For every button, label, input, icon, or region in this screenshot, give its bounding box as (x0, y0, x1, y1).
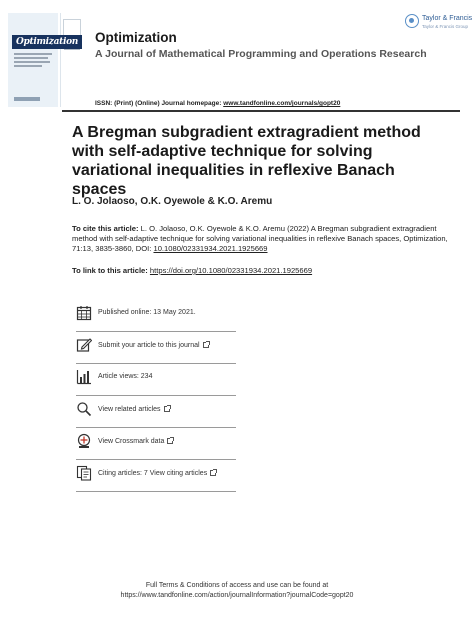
issn-label: ISSN: (Print) (Online) Journal homepage: (95, 100, 224, 107)
journal-homepage-link[interactable]: www.tandfonline.com/journals/gopt20 (223, 100, 341, 107)
cover-logo: Optimization (12, 35, 82, 49)
bar-chart-icon (76, 369, 92, 385)
external-link-icon (210, 470, 216, 476)
publisher-name: Taylor & Francis (422, 15, 473, 22)
crossmark-icon (76, 433, 92, 449)
submit-article-label: Submit your article to this journal (98, 342, 200, 349)
header-divider (62, 110, 460, 112)
crossmark-link[interactable] (98, 437, 173, 445)
link-label: To link to this article: (72, 266, 150, 275)
cover-text-line (14, 65, 42, 67)
external-link-icon (203, 342, 209, 348)
publisher-logo[interactable] (405, 14, 473, 34)
publisher-tagline: Taylor & Francis Group (422, 24, 469, 29)
list-item-views (76, 364, 236, 396)
external-link-icon (164, 406, 170, 412)
article-views: Article views: 234 (98, 373, 153, 380)
search-icon (76, 401, 92, 417)
cite-doi-link[interactable]: 10.1080/02331934.2021.1925669 (153, 244, 268, 254)
journal-title: Optimization (95, 30, 177, 45)
submit-article-link[interactable] (98, 341, 209, 349)
list-item-citing[interactable] (76, 460, 236, 492)
cover-bottom-mark (14, 97, 40, 101)
external-link-icon (167, 438, 173, 444)
cover-side-line (64, 49, 80, 50)
cite-text: L. O. Jolaoso, O.K. Oyewole & K.O. Aremu (2022) A Bregman subgradient extragradient method with self-adaptive technique for solving variational inequalities in reflexive Banach spaces, Optimization, 71:13, 3835-3860, DOI: (72, 224, 448, 254)
related-articles-link[interactable] (98, 405, 170, 413)
journal-cover-thumbnail (8, 13, 86, 107)
footer-terms-text: Full Terms & Conditions of access and use can be found at (145, 582, 329, 589)
list-item-crossmark[interactable] (76, 428, 236, 460)
cover-text-line (14, 57, 48, 59)
article-authors: L. O. Jolaoso, O.K. Oyewole & K.O. Aremu (72, 196, 273, 207)
citing-articles-icon (76, 465, 92, 481)
issn-line (95, 100, 340, 107)
link-block (72, 266, 312, 275)
published-date: Published online: 13 May 2021. (98, 309, 196, 316)
journal-subtitle: A Journal of Mathematical Programming and Operations Research (95, 48, 427, 60)
list-item-related[interactable] (76, 396, 236, 428)
cover-text-line (14, 53, 52, 55)
footer-terms-link[interactable]: https://www.tandfonline.com/action/journalInformation?journalCode=gopt20 (120, 592, 354, 599)
cite-label: To cite this article: (72, 224, 141, 233)
citing-articles-label: Citing articles: 7 View citing articles (98, 470, 208, 477)
publisher-logo-icon (405, 14, 419, 28)
cover-background (8, 13, 58, 107)
list-item-published (76, 300, 236, 332)
calendar-icon (76, 305, 92, 321)
footer (0, 581, 474, 601)
cover-text-line (14, 61, 50, 63)
crossmark-label: View Crossmark data (98, 438, 165, 445)
list-item-submit[interactable] (76, 332, 236, 364)
citing-articles-link[interactable] (98, 469, 216, 477)
citation-block (72, 224, 452, 255)
related-articles-label: View related articles (98, 406, 161, 413)
edit-icon (76, 337, 92, 353)
article-doi-link[interactable]: https://doi.org/10.1080/02331934.2021.1925669 (149, 266, 313, 275)
article-title: A Bregman subgradient extragradient method with self-adaptive technique for solving variational inequalities in reflexive Banach spaces (72, 124, 421, 198)
